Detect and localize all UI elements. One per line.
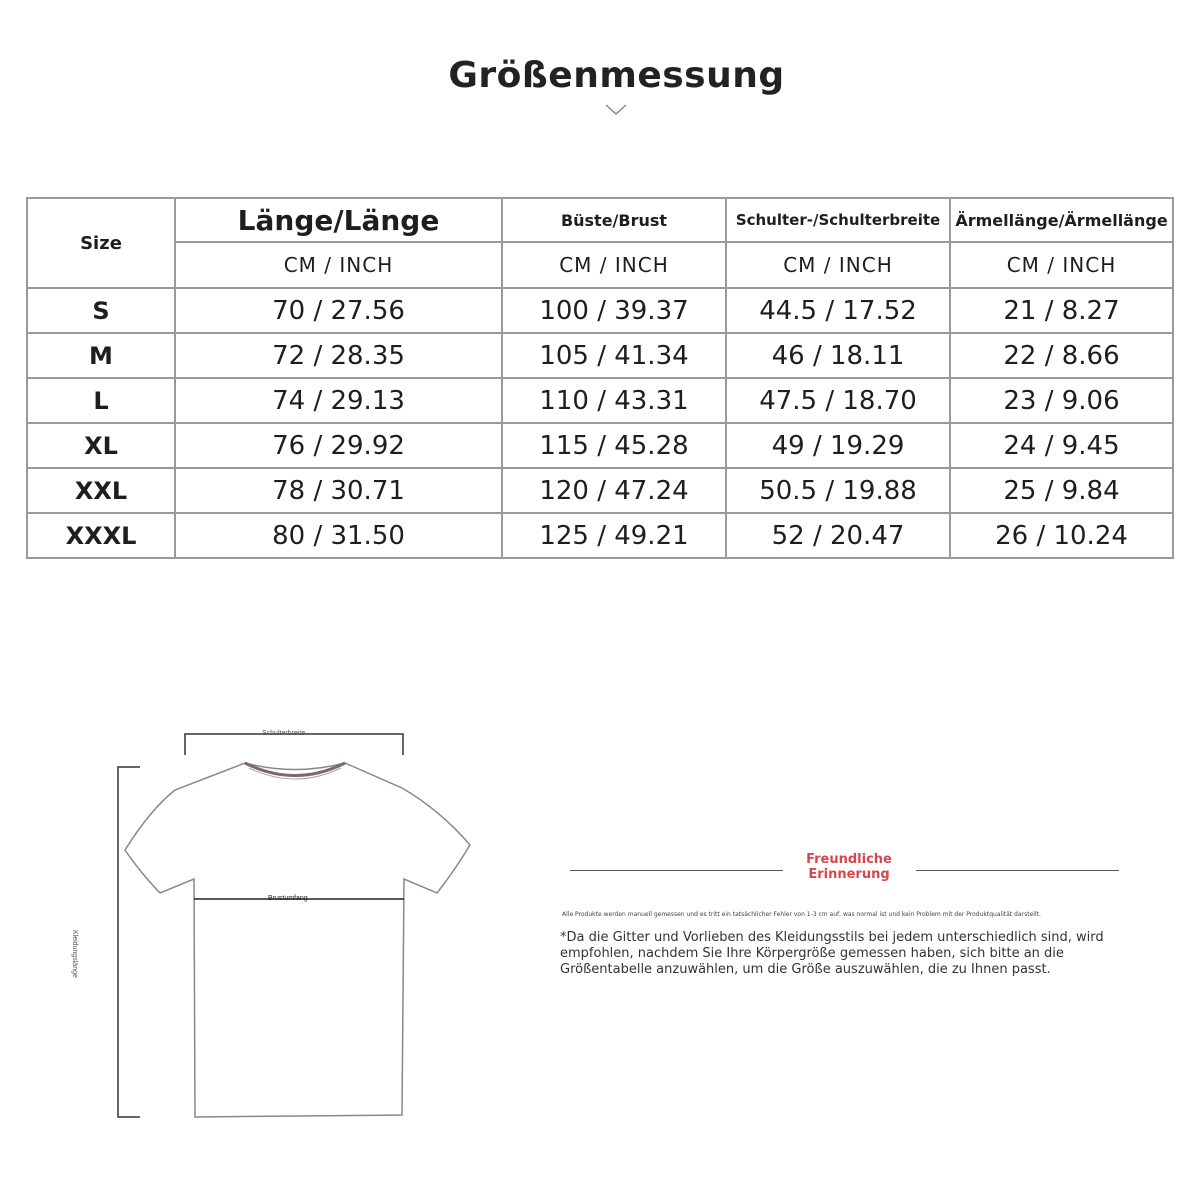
unit-row (27, 242, 1173, 288)
unit-label: CM / INCH (175, 242, 502, 288)
unit-label: CM / INCH (502, 242, 726, 288)
size-header: Size (27, 198, 175, 288)
divider (570, 870, 783, 871)
value-cell: 115 / 45.28 (502, 423, 726, 468)
value-cell: 25 / 9.84 (950, 468, 1173, 513)
reminder-title: Freundliche Erinnerung (806, 852, 892, 882)
page-title: Größenmessung (448, 55, 785, 96)
value-cell: 23 / 9.06 (950, 378, 1173, 423)
shoulder-width-label: Schulterbreite (262, 730, 306, 737)
value-cell: 72 / 28.35 (175, 333, 502, 378)
tshirt-diagram (0, 660, 520, 1140)
unit-label: CM / INCH (950, 242, 1173, 288)
size-cell: M (27, 333, 175, 378)
column-header-bust: Büste/Brust (502, 198, 726, 242)
value-cell: 125 / 49.21 (502, 513, 726, 558)
column-header-sleeve: Ärmellänge/Ärmellänge (950, 198, 1173, 242)
table-row (27, 468, 1173, 513)
chevron-down-icon (604, 103, 628, 117)
value-cell: 22 / 8.66 (950, 333, 1173, 378)
reminder-note: *Da die Gitter und Vorlieben des Kleidungsstils bei jedem unterschiedlich sind, wird empfohlen, nachdem Sie Ihre Körpergröße gemessen haben, sich bitte an die Größentabelle anzuwählen, um die Größe auszuwählen, die zu Ihnen passt. (560, 930, 1104, 977)
header-row (27, 198, 1173, 242)
value-cell: 52 / 20.47 (726, 513, 950, 558)
size-cell: XL (27, 423, 175, 468)
table-row (27, 288, 1173, 333)
value-cell: 74 / 29.13 (175, 378, 502, 423)
table-row (27, 513, 1173, 558)
value-cell: 105 / 41.34 (502, 333, 726, 378)
size-cell: XXL (27, 468, 175, 513)
table-row (27, 378, 1173, 423)
size-cell: L (27, 378, 175, 423)
column-header-shoulder: Schulter-/Schulterbreite (726, 198, 950, 242)
size-table (26, 197, 1174, 559)
size-cell: XXXL (27, 513, 175, 558)
value-cell: 26 / 10.24 (950, 513, 1173, 558)
unit-label: CM / INCH (726, 242, 950, 288)
value-cell: 76 / 29.92 (175, 423, 502, 468)
chest-label: Brustumfang (268, 895, 308, 902)
value-cell: 46 / 18.11 (726, 333, 950, 378)
value-cell: 21 / 8.27 (950, 288, 1173, 333)
reminder-small-print: Alle Produkte werden manuell gemessen und es tritt ein tatsächlicher Fehler von 1-3 cm auf, was normal ist und kein Problem mit der Produktqualität darstellt. (562, 911, 1041, 918)
length-label: Kleidungslänge (71, 930, 78, 978)
value-cell: 110 / 43.31 (502, 378, 726, 423)
value-cell: 50.5 / 19.88 (726, 468, 950, 513)
value-cell: 47.5 / 18.70 (726, 378, 950, 423)
value-cell: 100 / 39.37 (502, 288, 726, 333)
table-row (27, 333, 1173, 378)
value-cell: 120 / 47.24 (502, 468, 726, 513)
value-cell: 78 / 30.71 (175, 468, 502, 513)
divider (916, 870, 1119, 871)
value-cell: 49 / 19.29 (726, 423, 950, 468)
value-cell: 80 / 31.50 (175, 513, 502, 558)
value-cell: 24 / 9.45 (950, 423, 1173, 468)
size-cell: S (27, 288, 175, 333)
value-cell: 70 / 27.56 (175, 288, 502, 333)
table-row (27, 423, 1173, 468)
column-header-length: Länge/Länge (175, 198, 502, 242)
value-cell: 44.5 / 17.52 (726, 288, 950, 333)
tshirt-icon (0, 660, 520, 1140)
